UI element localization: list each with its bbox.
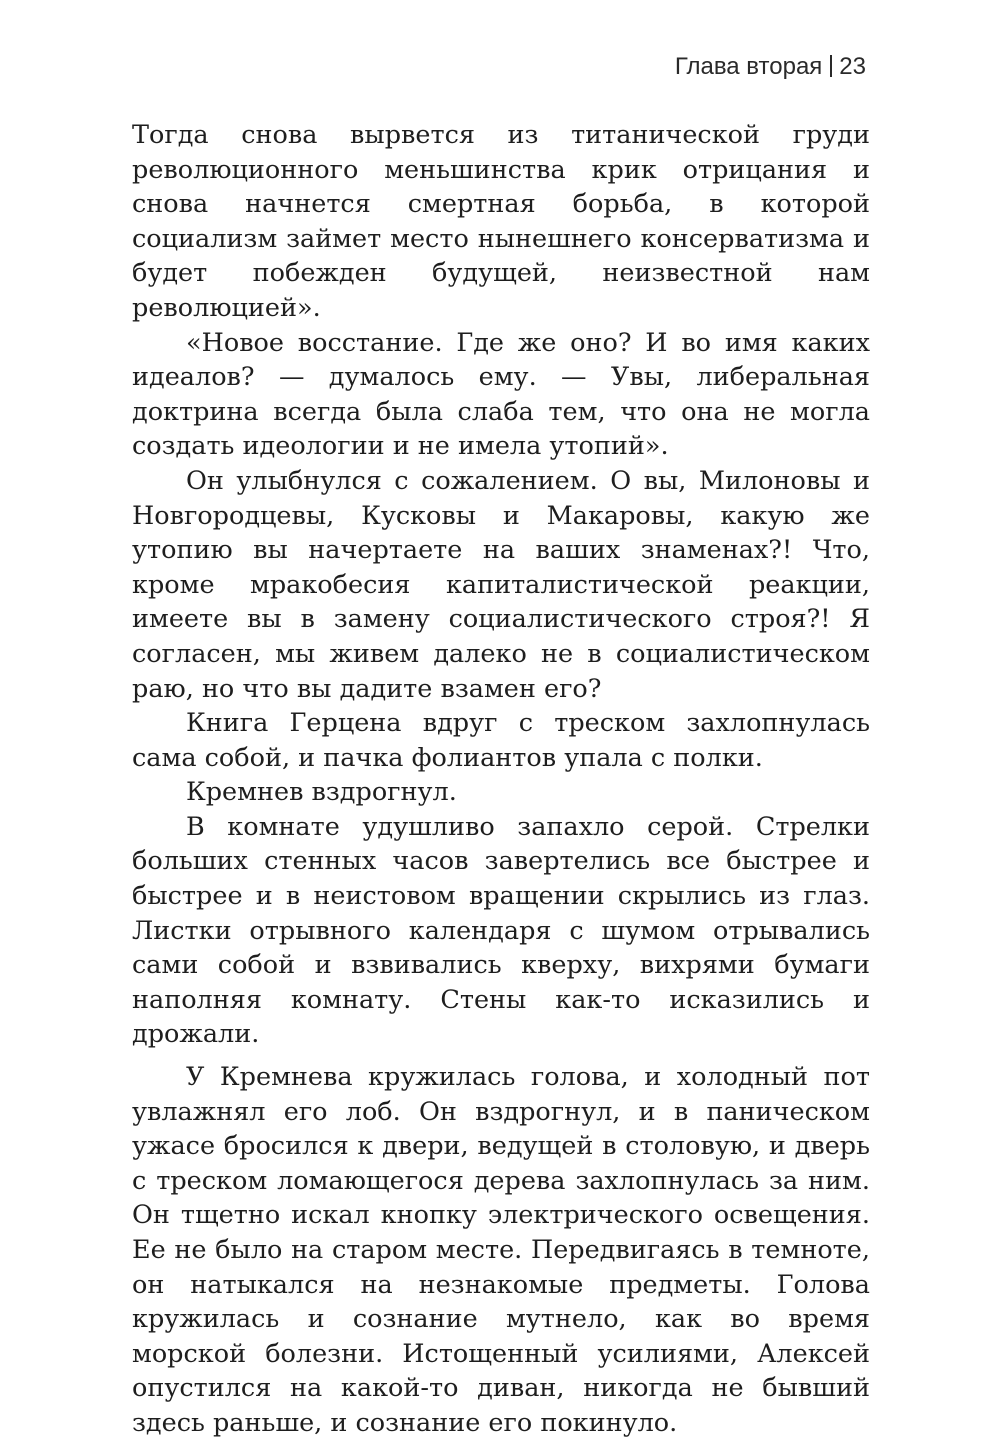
header-divider	[830, 55, 832, 77]
paragraph: Книга Герцена вдруг с треском захлопнулась сама собой, и пачка фолиантов упала с полки.	[132, 708, 870, 773]
body-text	[132, 118, 870, 1441]
paragraph: У Кремнева кружилась голова, и холодный пот увлажнял его лоб. Он вздрогнул, и в паническом ужасе бросился к двери, ведущей в столовую, и дверь с треском ломающегося дерева захлопнулась за ним. Он тщетно искал кнопку электрического освещения. Ее не было на старом месте. Передвигаясь в темноте, он натыкался на незнакомые предметы. Голова кружилась и сознание мутнело, как во время морской болезни. Истощенный усилиями, Алексей опустился на какой-то диван, никогда не бывший здесь раньше, и сознание его покинуло.	[132, 1062, 870, 1438]
paragraph: Он улыбнулся с сожалением. О вы, Милоновы и Новгородцевы, Кусковы и Макаровы, какую же утопию вы начертаете на ваших знаменах?! Что, кроме мракобесия капиталистической реакции, имеете вы в замену социалистического строя?! Я согласен, мы живем далеко не в социалистическом раю, но что вы дадите взамен его?	[132, 465, 870, 704]
page-number: 23	[839, 53, 866, 80]
running-header	[675, 52, 866, 82]
chapter-title: Глава вторая	[674, 53, 823, 80]
paragraph: Кремнев вздрогнул.	[186, 777, 457, 808]
paragraph: «Новое восстание. Где же оно? И во имя каких идеалов? — думалось ему. — Увы, либеральная доктрина всегда была слаба тем, что она не могла создать идеологии и не имела утопий».	[132, 327, 870, 462]
paragraph-continuation: Тогда снова вырвется из титанической груди революционного меньшинства крик отрицания и снова начнется смертная борьба, в которой социализм займет место нынешнего консерватизма и будет побежден будущей, неизвестной нам революцией».	[132, 120, 870, 323]
paragraph: В комнате удушливо запахло серой. Стрелки больших стенных часов завертелись все быстрее и быстрее и в неистовом вращении скрылись из глаз. Листки отрывного календаря с шумом отрывались сами собой и взвивались кверху, вихрями бумаги наполняя комнату. Стены как-то исказились и дрожали.	[132, 811, 870, 1050]
